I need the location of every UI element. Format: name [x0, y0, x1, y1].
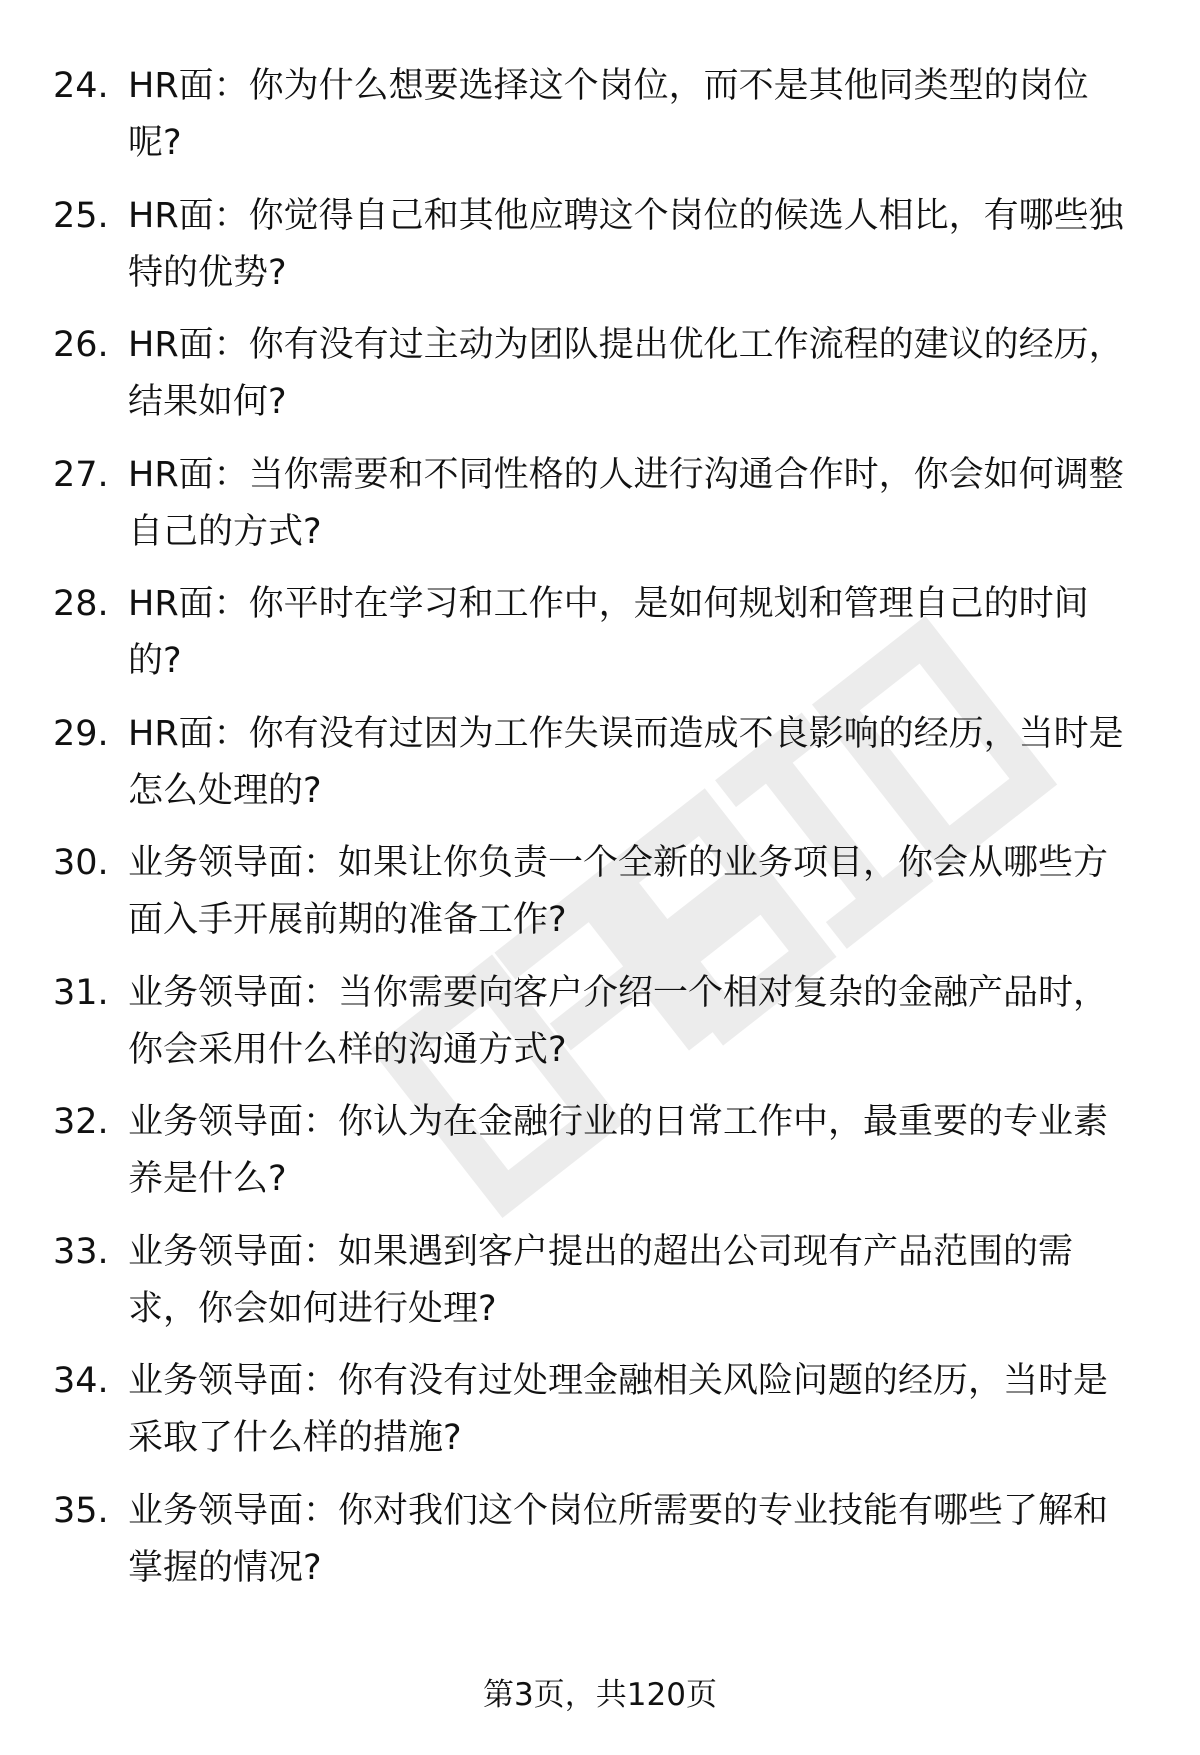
question-item: [0, 1483, 1200, 1613]
question-number: 28.: [53, 584, 109, 624]
question-text: [128, 1224, 1168, 1338]
question-number: 24.: [53, 66, 109, 106]
question-line: 自己的方式?: [128, 511, 322, 552]
question-line: 业务领导面：你认为在金融行业的日常工作中，最重要的专业素: [128, 1102, 1109, 1142]
question-text: [128, 317, 1168, 431]
question-line: 面入手开展前期的准备工作?: [128, 900, 567, 940]
question-item: [0, 706, 1200, 836]
question-item: [0, 317, 1200, 447]
question-item: [0, 1094, 1200, 1224]
question-line: HR面：你觉得自己和其他应聘这个岗位的候选人相比，有哪些独: [128, 195, 1124, 236]
question-line: 你会采用什么样的沟通方式?: [128, 1029, 567, 1070]
question-line: HR面：你有没有过主动为团队提出优化工作流程的建议的经历，: [128, 325, 1124, 365]
question-line: 结果如何?: [128, 382, 287, 422]
question-item: [0, 188, 1200, 318]
question-text: [128, 1094, 1168, 1208]
question-item: [0, 835, 1200, 965]
question-list: [0, 58, 1200, 1612]
question-item: [0, 1353, 1200, 1483]
question-text: [128, 1353, 1168, 1467]
question-line: 的?: [128, 641, 182, 681]
question-line: 采取了什么样的措施?: [128, 1418, 462, 1458]
question-line: 怎么处理的?: [128, 770, 322, 811]
question-line: 掌握的情况?: [128, 1547, 322, 1588]
question-text: [128, 706, 1168, 820]
question-number: 32.: [53, 1102, 109, 1142]
question-number: 34.: [53, 1361, 109, 1401]
question-line: 业务领导面：你有没有过处理金融相关风险问题的经历，当时是: [128, 1361, 1109, 1401]
question-line: 业务领导面：当你需要向客户介绍一个相对复杂的金融产品时，: [128, 972, 1109, 1013]
question-line: 特的优势?: [128, 252, 287, 293]
question-text: [128, 576, 1168, 690]
question-text: [128, 965, 1168, 1079]
question-number: 25.: [53, 195, 109, 236]
question-line: 养是什么?: [128, 1159, 287, 1199]
question-line: 业务领导面：如果让你负责一个全新的业务项目，你会从哪些方: [128, 843, 1109, 883]
question-line: 呢?: [128, 123, 182, 163]
question-number: 35.: [53, 1490, 109, 1531]
question-item: [0, 447, 1200, 577]
question-text: [128, 188, 1168, 302]
question-number: 30.: [53, 843, 109, 883]
question-number: 31.: [53, 972, 109, 1013]
question-text: [128, 447, 1168, 561]
question-text: [128, 1483, 1168, 1597]
question-line: HR面：你为什么想要选择这个岗位，而不是其他同类型的岗位: [128, 66, 1089, 106]
question-line: 求，你会如何进行处理?: [128, 1288, 497, 1329]
question-item: [0, 58, 1200, 188]
question-item: [0, 965, 1200, 1095]
page-number-label: 第3页，共120页: [483, 1677, 717, 1713]
question-number: 26.: [53, 325, 109, 365]
question-number: 33.: [53, 1231, 109, 1272]
question-text: [128, 58, 1168, 172]
question-item: [0, 1224, 1200, 1354]
question-number: 27.: [53, 454, 109, 495]
page-footer: [0, 1670, 1200, 1720]
question-number: 29.: [53, 713, 109, 754]
question-text: [128, 835, 1168, 949]
question-line: HR面：你有没有过因为工作失误而造成不良影响的经历，当时是: [128, 713, 1124, 754]
question-item: [0, 576, 1200, 706]
question-line: HR面：当你需要和不同性格的人进行沟通合作时，你会如何调整: [128, 454, 1124, 495]
question-line: HR面：你平时在学习和工作中，是如何规划和管理自己的时间: [128, 584, 1089, 624]
question-line: 业务领导面：如果遇到客户提出的超出公司现有产品范围的需: [128, 1231, 1074, 1272]
question-line: 业务领导面：你对我们这个岗位所需要的专业技能有哪些了解和: [128, 1490, 1109, 1531]
